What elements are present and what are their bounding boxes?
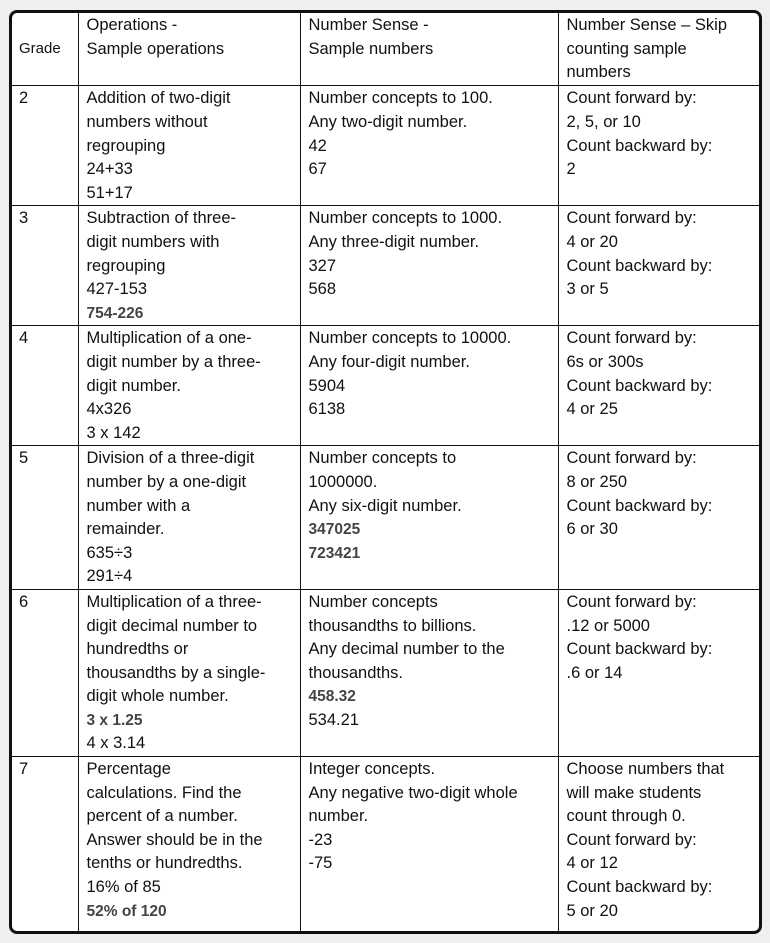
cell-operations-line: Multiplication of a three- [86,592,262,611]
cell-skip-counting-line: Choose numbers that [566,760,725,779]
cell-operations-line: digit whole number. [86,687,229,706]
cell-operations-line: 754-226 [86,304,144,322]
table-header-row [12,13,759,86]
cell-skip-counting-line: 2 [566,160,576,179]
cell-number-sense-line: Integer concepts. [308,760,436,779]
cell-operations [78,757,300,931]
cell-skip-counting [558,86,759,206]
cell-number-sense-line: Any four-digit number. [308,352,470,371]
cell-skip-counting [558,757,759,931]
cell-skip-counting [558,446,759,590]
header-number-sense-line: Number Sense - [308,16,429,34]
cell-number-sense-line: Any two-digit number. [308,113,468,132]
cell-skip-counting-line: Count backward by: [566,376,713,395]
cell-operations-line: digit numbers with [86,233,220,251]
cell-skip-counting-line: Count backward by: [566,496,713,515]
cell-number-sense-line: 568 [308,280,337,299]
cell-operations [78,326,300,446]
cell-operations-line: 52% of 120 [86,902,167,920]
cell-skip-counting [558,326,759,446]
cell-skip-counting-line: Count forward by: [566,209,697,228]
cell-skip-counting-line: 4 or 25 [566,400,618,419]
cell-number-sense [300,326,558,446]
cell-operations-line: number by a one-digit [86,472,247,491]
cell-skip-counting-line: 2, 5, or 10 [566,113,641,132]
cell-skip-counting-line: Count backward by: [566,640,713,659]
cell-skip-counting-line: .12 or 5000 [566,616,650,635]
cell-number-sense-line: 42 [308,136,327,155]
cell-operations-line: Addition of two-digit [86,89,231,108]
cell-number-sense-line: thousandths to billions. [308,616,477,635]
cell-number-sense-line: Number concepts to 10000. [308,329,512,348]
header-grade: Grade [12,13,78,86]
cell-operations [78,589,300,756]
cell-number-sense-line: Any three-digit number. [308,233,480,251]
cell-operations [78,206,300,326]
cell-skip-counting-line: Count backward by: [566,256,713,275]
cell-number-sense [300,206,558,326]
cell-number-sense-line: 327 [308,256,337,275]
cell-number-sense-line: Number concepts to 100. [308,89,493,108]
cell-skip-counting-line: 3 or 5 [566,280,609,299]
cell-operations-line: 4 x 3.14 [86,734,146,753]
cell-grade: 3 [12,206,78,326]
cell-skip-counting-line: 5 or 20 [566,901,618,920]
cell-number-sense-line: 723421 [308,544,361,562]
cell-operations-line: numbers without [86,113,208,132]
header-operations-line: Sample operations [86,39,225,58]
cell-operations [78,446,300,590]
cell-grade: 6 [12,589,78,756]
cell-operations-line: 635÷3 [86,543,133,562]
cell-skip-counting-line: count through 0. [566,807,686,826]
cell-skip-counting-line: Count forward by: [566,449,697,468]
cell-number-sense-line: -23 [308,830,333,849]
cell-number-sense-line: number. [308,807,369,826]
table-row [12,206,759,326]
cell-number-sense-line: Number concepts to 1000. [308,209,503,228]
cell-skip-counting-line: 4 or 20 [566,233,618,251]
cell-number-sense [300,589,558,756]
cell-operations-line: digit number by a three- [86,352,261,371]
cell-number-sense-line: 5904 [308,376,346,395]
cell-skip-counting [558,206,759,326]
cell-operations-line: Multiplication of a one- [86,329,252,348]
cell-skip-counting [558,589,759,756]
cell-skip-counting-line: Count backward by: [566,878,713,897]
cell-skip-counting-line: Count forward by: [566,830,697,849]
header-number-sense-line: Sample numbers [308,39,434,58]
header-number-sense [300,13,558,86]
cell-number-sense-line: 1000000. [308,472,378,491]
grade-sample-table-frame [9,10,762,934]
cell-grade: 5 [12,446,78,590]
cell-operations-line: digit decimal number to [86,616,258,635]
cell-number-sense-line: Any six-digit number. [308,496,462,515]
cell-operations-line: 51+17 [86,183,133,202]
cell-operations-line: thousandths by a single- [86,663,266,682]
cell-operations-line: regrouping [86,136,166,155]
cell-number-sense-line: 347025 [308,521,361,539]
cell-skip-counting-line: Count forward by: [566,329,697,348]
cell-operations-line: number with a [86,496,191,515]
cell-skip-counting-line: Count backward by: [566,136,713,155]
table-row [12,589,759,756]
cell-number-sense-line: 6138 [308,400,346,419]
cell-number-sense-line: Number concepts to [308,449,457,468]
cell-skip-counting-line: 6 or 30 [566,520,618,539]
cell-operations-line: 16% of 85 [86,878,161,897]
cell-operations-line: remainder. [86,520,165,539]
cell-number-sense-line: thousandths. [308,663,403,682]
header-operations-line: Operations - [86,16,178,34]
header-skip-counting [558,13,759,86]
cell-operations [78,86,300,206]
cell-skip-counting-line: will make students [566,783,702,802]
cell-number-sense-line: 534.21 [308,710,359,729]
grade-sample-table [12,13,759,931]
cell-operations-line: calculations. Find the [86,783,242,802]
cell-skip-counting-line: 4 or 12 [566,854,618,873]
cell-number-sense-line: Any decimal number to the [308,640,505,659]
cell-operations-line: 3 x 142 [86,423,141,442]
cell-number-sense-line: 67 [308,160,327,179]
header-skip-counting-line: numbers [566,63,631,82]
cell-operations-line: regrouping [86,256,166,275]
table-row [12,446,759,590]
cell-number-sense-line: 458.32 [308,688,356,706]
cell-operations-line: Percentage [86,760,171,779]
cell-operations-line: 24+33 [86,160,133,179]
cell-number-sense-line: Any negative two-digit whole [308,783,518,802]
cell-operations-line: digit number. [86,376,181,395]
cell-number-sense [300,446,558,590]
cell-number-sense-line: Number concepts [308,592,438,611]
header-skip-counting-line: Number Sense – Skip [566,16,727,34]
cell-grade: 7 [12,757,78,931]
table-row [12,757,759,931]
cell-operations-line: percent of a number. [86,807,238,826]
cell-operations-line: Subtraction of three- [86,209,236,228]
cell-operations-line: Division of a three-digit [86,449,255,468]
cell-operations-line: 4x326 [86,400,132,419]
cell-grade: 4 [12,326,78,446]
cell-number-sense [300,757,558,931]
cell-grade: 2 [12,86,78,206]
table-row [12,86,759,206]
cell-skip-counting-line: Count forward by: [566,89,697,108]
cell-operations-line: 3 x 1.25 [86,711,143,729]
cell-operations-line: 427-153 [86,280,148,299]
header-operations [78,13,300,86]
cell-skip-counting-line: 6s or 300s [566,352,644,371]
cell-number-sense [300,86,558,206]
table-row [12,326,759,446]
cell-operations-line: 291÷4 [86,567,133,586]
cell-operations-line: hundredths or [86,640,189,659]
cell-operations-line: Answer should be in the [86,830,263,849]
cell-operations-line: tenths or hundredths. [86,854,243,873]
header-skip-counting-line: counting sample [566,39,687,58]
cell-skip-counting-line: 8 or 250 [566,472,628,491]
cell-skip-counting-line: Count forward by: [566,592,697,611]
cell-skip-counting-line: .6 or 14 [566,663,623,682]
cell-number-sense-line: -75 [308,854,333,873]
